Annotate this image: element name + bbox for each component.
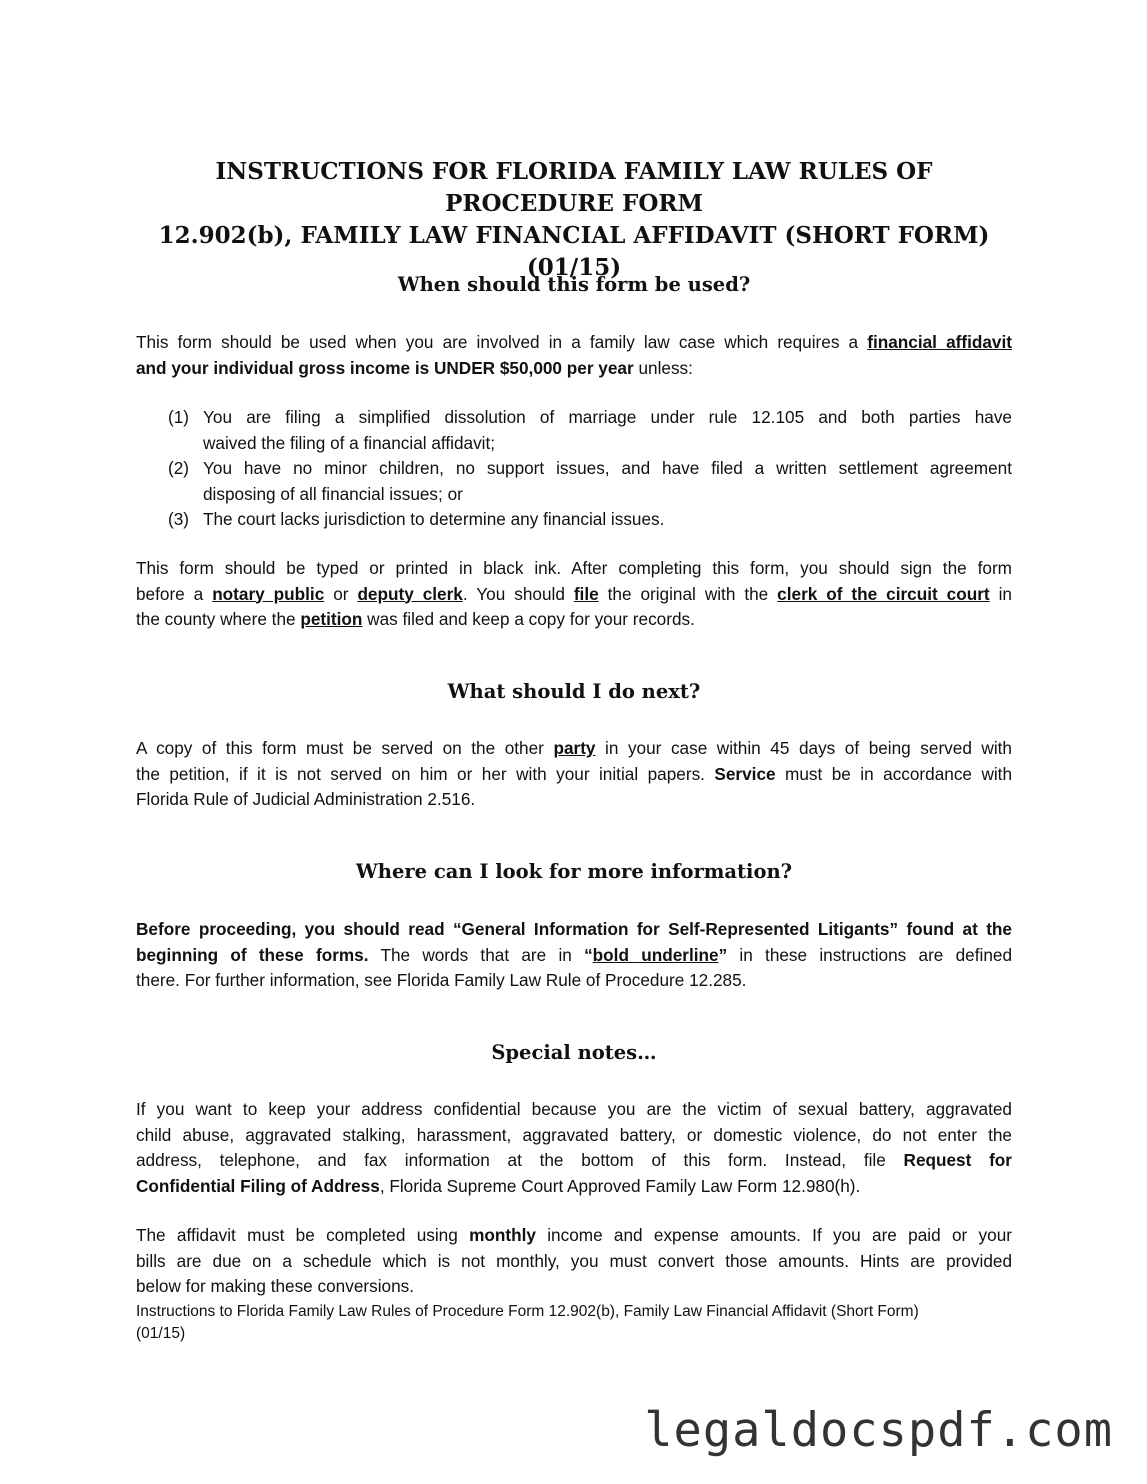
text-run: The affidavit must be completed using xyxy=(136,1225,470,1245)
page-footer xyxy=(136,1301,1012,1345)
text-run-bold: “ xyxy=(584,944,593,965)
text-run: was filed and keep a copy for your records. xyxy=(362,609,695,629)
text-run: unless: xyxy=(633,357,693,378)
text-run-bold: beginning of these forms. xyxy=(136,944,369,965)
text-line: child abuse, aggravated stalking, harassment, aggravated battery, or domestic violence, do not enter the xyxy=(136,1124,1012,1145)
text-run: before a xyxy=(136,583,213,604)
text-line: If you want to keep your address confidential because you are the victim of sexual battery, aggravated xyxy=(136,1099,1012,1119)
watermark: legaldocspdf.com xyxy=(644,1403,1113,1458)
text-line: bills are due on a schedule which is not monthly, you must convert those amounts. Hints are provided xyxy=(136,1250,1012,1271)
text-run: in these instructions are defined xyxy=(727,944,1012,965)
paragraph-filing xyxy=(136,556,1012,633)
text-line: below for making these conversions. xyxy=(136,1276,415,1296)
paragraph-monthly-amounts xyxy=(136,1223,1012,1300)
text-line xyxy=(136,943,1012,969)
term-petition: petition xyxy=(300,609,363,629)
term-file: file xyxy=(573,583,599,604)
text-line xyxy=(136,1148,1012,1174)
text-line xyxy=(136,582,1012,608)
text-run: the county where the xyxy=(136,609,301,629)
list-number: (3) xyxy=(168,509,190,529)
text-run-bold: ” xyxy=(718,944,728,965)
text-run: in xyxy=(989,583,1012,604)
text-run: income and expense amounts. If you are paid or your xyxy=(535,1225,1012,1245)
text-line xyxy=(136,1223,1012,1249)
text-line: This form should be typed or printed in black ink. After completing this form, you should sign the form xyxy=(136,558,1012,578)
heading-what-next: What should I do next? xyxy=(447,680,701,703)
text-run: or xyxy=(324,583,358,604)
list-item xyxy=(168,507,1012,533)
list-text: disposing of all financial issues; or xyxy=(203,483,463,504)
text-run: address, telephone, and fax information at the bottom of this form. Instead, file xyxy=(136,1150,904,1170)
paragraph-confidential-address xyxy=(136,1097,1012,1199)
term-notary-public: notary public xyxy=(212,583,325,604)
text-run: A copy of this form must be served on the other xyxy=(136,738,554,758)
heading-more-information: Where can I look for more information? xyxy=(355,860,793,883)
text-run: the petition, if it is not served on him or her with your initial papers. xyxy=(136,763,715,784)
exceptions-list xyxy=(168,405,1012,533)
list-text: You have no minor children, no support issues, and have filed a written settlement agreement xyxy=(203,458,1012,478)
text-run: This form should be used when you are involved in a family law case which requires a xyxy=(136,332,868,352)
text-run: . You should xyxy=(462,583,574,604)
text-line xyxy=(136,917,1012,943)
paragraph-when-used xyxy=(136,330,1012,381)
text-line: Florida Rule of Judicial Administration 2.516. xyxy=(136,789,476,809)
paragraph-what-next xyxy=(136,736,1012,813)
term-clerk-of-circuit-court: clerk of the circuit court xyxy=(777,583,990,604)
term-bold-underline: bold underline xyxy=(592,944,719,965)
text-run: , Florida Supreme Court Approved Family Law Form 12.980(h). xyxy=(379,1175,861,1196)
text-line: there. For further information, see Florida Family Law Rule of Procedure 12.285. xyxy=(136,970,747,990)
term-monthly: monthly xyxy=(469,1225,536,1245)
text-line xyxy=(136,356,1012,382)
document-title xyxy=(136,156,1012,284)
list-text: waived the filing of a financial affidavit; xyxy=(203,432,496,453)
list-number: (1) xyxy=(168,407,190,427)
list-text: The court lacks jurisdiction to determine any financial issues. xyxy=(203,509,665,529)
footer-line-2: (01/15) xyxy=(136,1325,186,1342)
list-item xyxy=(168,456,1012,507)
text-line xyxy=(136,330,1012,356)
text-run: in your case within 45 days of being served with xyxy=(595,738,1012,758)
text-line xyxy=(136,762,1012,788)
text-line xyxy=(136,607,1012,633)
footer-line-1: Instructions to Florida Family Law Rules of Procedure Form 12.902(b), Family Law Financial Affidavit (Short Form) xyxy=(136,1303,919,1320)
paragraph-more-information xyxy=(136,917,1012,994)
term-deputy-clerk: deputy clerk xyxy=(357,583,463,604)
income-condition: and your individual gross income is UNDER $50,000 per year xyxy=(136,357,634,378)
form-name-request: Request for xyxy=(903,1150,1012,1170)
title-line-2: 12.902(b), FAMILY LAW FINANCIAL AFFIDAVIT (SHORT FORM) (01/15) xyxy=(158,222,990,281)
list-number: (2) xyxy=(168,458,190,478)
text-line xyxy=(136,1174,1012,1200)
text-line xyxy=(136,736,1012,762)
term-service: Service xyxy=(714,763,776,784)
heading-special-notes: Special notes… xyxy=(491,1041,657,1064)
text-run: must be in accordance with xyxy=(775,763,1013,784)
title-line-1: INSTRUCTIONS FOR FLORIDA FAMILY LAW RULES OF PROCEDURE FORM xyxy=(215,158,933,217)
text-run-bold: Before proceeding, you should read “General Information for Self-Represented Litigants” found at the xyxy=(136,919,1012,939)
text-run: The words that are in xyxy=(368,944,585,965)
list-item xyxy=(168,405,1012,456)
list-text: You are filing a simplified dissolution of marriage under rule 12.105 and both parties have xyxy=(203,407,1012,427)
heading-when-used: When should this form be used? xyxy=(397,273,751,296)
term-financial-affidavit: financial affidavit xyxy=(867,332,1012,352)
form-name-confidential: Confidential Filing of Address xyxy=(136,1175,380,1196)
term-party: party xyxy=(553,738,596,758)
text-run: the original with the xyxy=(598,583,778,604)
